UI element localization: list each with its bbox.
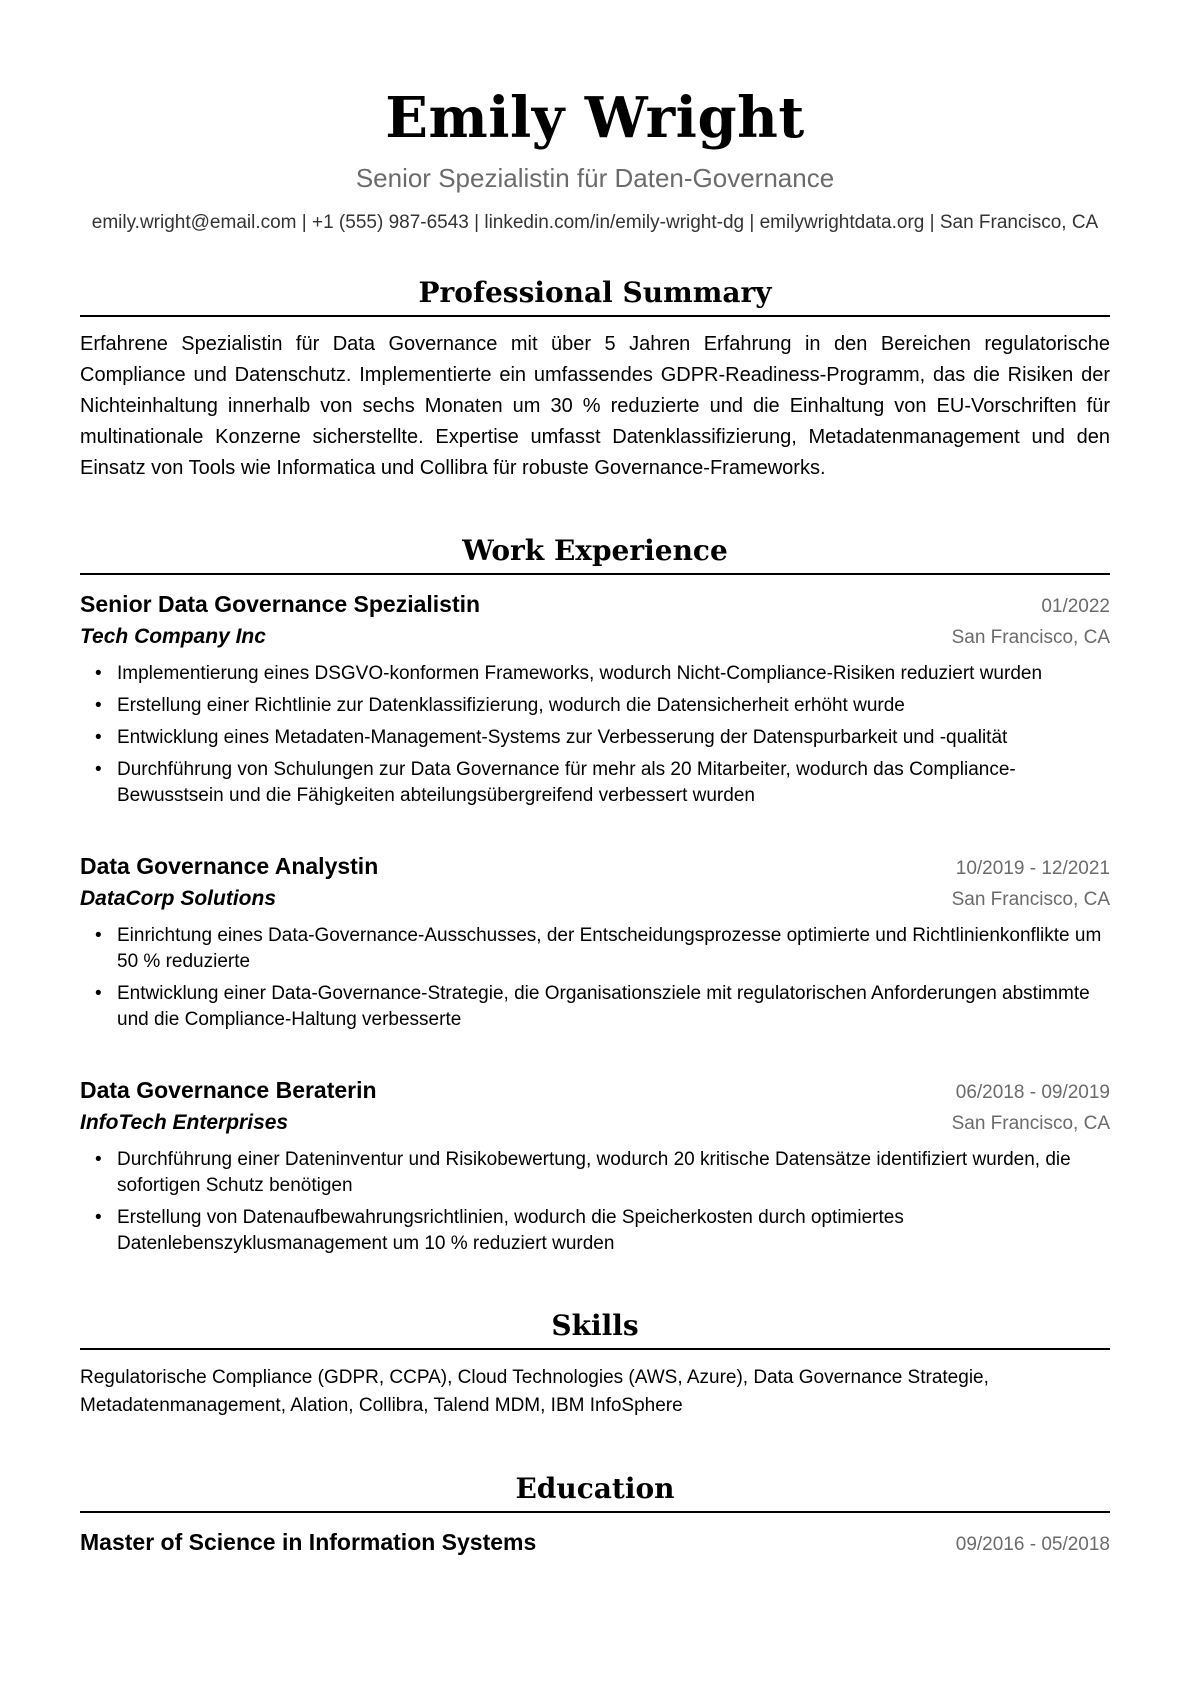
bullet-icon: • bbox=[95, 1207, 102, 1228]
job-date: 01/2022 bbox=[1041, 596, 1110, 617]
job-subheader bbox=[80, 1108, 1110, 1139]
bullet-icon: • bbox=[95, 983, 102, 1004]
list-item bbox=[80, 981, 1110, 1033]
job-subheader bbox=[80, 622, 1110, 653]
job-location: San Francisco, CA bbox=[951, 889, 1110, 910]
section-heading-education: Education bbox=[80, 1470, 1110, 1513]
section-heading-work: Work Experience bbox=[80, 532, 1110, 575]
job-subheader bbox=[80, 884, 1110, 915]
list-item bbox=[80, 661, 1110, 687]
degree-title: Master of Science in Information Systems bbox=[80, 1529, 537, 1555]
candidate-name: Emily Wright bbox=[385, 85, 805, 151]
job-title: Data Governance Beraterin bbox=[80, 1077, 377, 1103]
bullet-icon: • bbox=[95, 663, 102, 684]
bullet-icon: • bbox=[95, 727, 102, 748]
job-entry bbox=[80, 851, 1110, 1033]
job-header bbox=[80, 1075, 1110, 1108]
job-entry bbox=[80, 1075, 1110, 1257]
list-item bbox=[80, 923, 1110, 975]
job-location: San Francisco, CA bbox=[951, 1113, 1110, 1134]
education-header bbox=[80, 1527, 1110, 1560]
job-company: Tech Company Inc bbox=[80, 625, 266, 648]
job-bullets bbox=[80, 661, 1110, 809]
bullet-icon: • bbox=[95, 759, 102, 780]
education-date: 09/2016 - 05/2018 bbox=[955, 1534, 1110, 1555]
bullet-text: Entwicklung einer Data-Governance-Strategie, die Organisationsziele mit regulatorischen Anforderungen abstimmte und die Compliance-Haltung verbesserte bbox=[117, 983, 1090, 1030]
bullet-text: Durchführung von Schulungen zur Data Governance für mehr als 20 Mitarbeiter, wodurch das Compliance-Bewusstsein und die Fähigkeiten abteilungsübergreifend verbessert wurden bbox=[117, 759, 1016, 806]
bullet-icon: • bbox=[95, 925, 102, 946]
skills-list: Regulatorische Compliance (GDPR, CCPA), Cloud Technologies (AWS, Azure), Data Governance Strategie, Metadatenmanagement, Alation, Collibra, Talend MDM, IBM InfoSphere bbox=[80, 1367, 989, 1416]
job-header bbox=[80, 851, 1110, 884]
bullet-text: Durchführung einer Dateninventur und Risikobewertung, wodurch 20 kritische Datensätze identifiziert wurden, die sofortigen Schutz benötigen bbox=[117, 1149, 1071, 1196]
contact-line: emily.wright@email.com | +1 (555) 987-6543 | linkedin.com/in/emily-wright-dg | emilywrightdata.org | San Francisco, CA bbox=[91, 212, 1099, 233]
bullet-text: Implementierung eines DSGVO-konformen Frameworks, wodurch Nicht-Compliance-Risiken reduziert wurden bbox=[117, 663, 1043, 684]
job-date: 06/2018 - 09/2019 bbox=[955, 1082, 1110, 1103]
job-header bbox=[80, 589, 1110, 622]
job-date: 10/2019 - 12/2021 bbox=[955, 858, 1110, 879]
candidate-title: Senior Spezialistin für Daten-Governance bbox=[355, 163, 835, 193]
education-entry bbox=[80, 1527, 1110, 1560]
list-item bbox=[80, 1147, 1110, 1199]
job-company: DataCorp Solutions bbox=[80, 887, 277, 910]
job-entry bbox=[80, 589, 1110, 809]
resume-page bbox=[80, 0, 1110, 1560]
bullet-text: Einrichtung eines Data-Governance-Ausschusses, der Entscheidungsprozesse optimierte und Richtlinienkonflikte um 50 % reduzierte bbox=[117, 925, 1102, 972]
job-title: Senior Data Governance Spezialistin bbox=[80, 591, 481, 617]
job-title: Data Governance Analystin bbox=[80, 853, 379, 879]
job-bullets bbox=[80, 1147, 1110, 1257]
job-company: InfoTech Enterprises bbox=[80, 1111, 289, 1134]
section-heading-skills: Skills bbox=[80, 1307, 1110, 1350]
bullet-icon: • bbox=[95, 695, 102, 716]
professional-summary: Erfahrene Spezialistin für Data Governance mit über 5 Jahren Erfahrung in den Bereichen regulatorische Compliance und Datenschutz. Implementierte ein umfassendes GDPR-Readiness-Programm, das die Risiken der Nichteinhaltung innerhalb von sechs Monaten um 30 % reduzierte und die Einhaltung von EU-Vorschriften für multinationale Konzerne sicherstellte. Expertise umfasst Datenklassifizierung, Metadatenmanagement und den Einsatz von Tools wie Informatica und Collibra für robuste Governance-Frameworks. bbox=[80, 333, 1110, 479]
list-item bbox=[80, 1205, 1110, 1257]
bullet-text: Erstellung von Datenaufbewahrungsrichtlinien, wodurch die Speicherkosten durch optimiertes Datenlebenszyklusmanagement um 10 % reduziert wurden bbox=[117, 1207, 904, 1254]
list-item bbox=[80, 757, 1110, 809]
list-item bbox=[80, 693, 1110, 719]
list-item bbox=[80, 725, 1110, 751]
bullet-text: Entwicklung eines Metadaten-Management-Systems zur Verbesserung der Datenspurbarkeit und -qualität bbox=[117, 727, 1008, 748]
bullet-icon: • bbox=[95, 1149, 102, 1170]
bullet-text: Erstellung einer Richtlinie zur Datenklassifizierung, wodurch die Datensicherheit erhöht wurde bbox=[117, 695, 905, 716]
section-heading-summary: Professional Summary bbox=[80, 274, 1110, 317]
job-bullets bbox=[80, 923, 1110, 1033]
job-location: San Francisco, CA bbox=[951, 627, 1110, 648]
